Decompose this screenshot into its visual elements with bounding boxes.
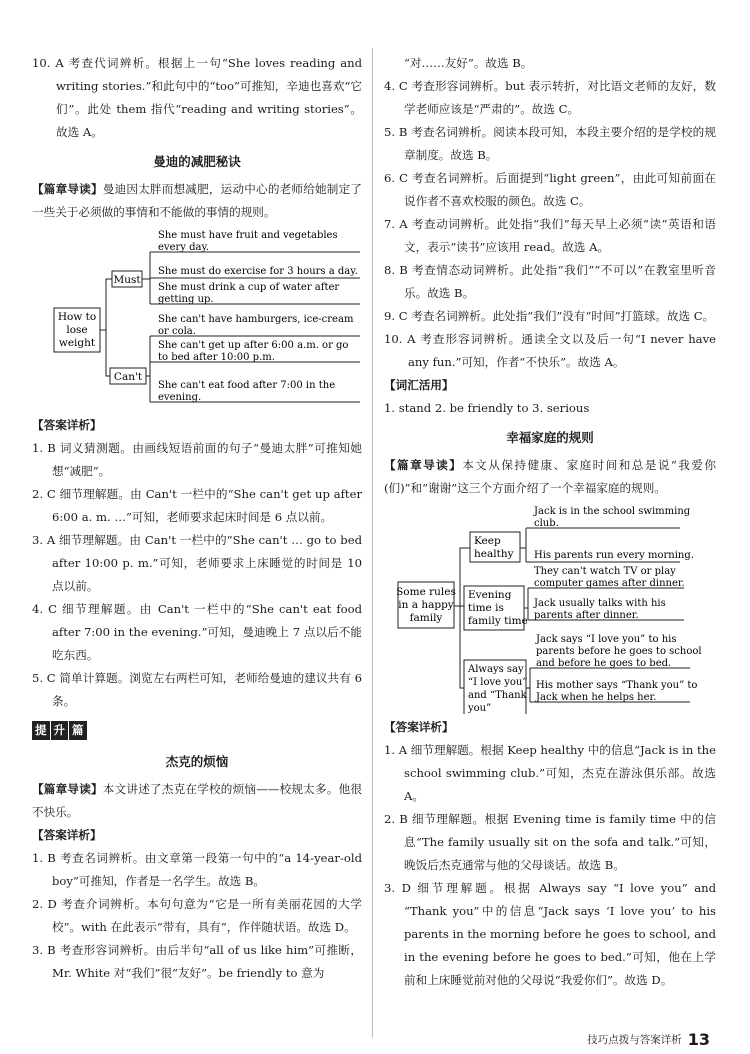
jack-answer-5: 5. B 考查名词辨析。阅读本段可知，本段主要介绍的是学校的规章制度。故选 B。 [384, 125, 716, 162]
jack-answer-7: 7. A 考查动词辨析。此处指“我们”每天早上必须“读”英语和语文，表示“读书”应该用 read。故选 A。 [384, 217, 716, 254]
always-item-2b: Jack when he helps her. [536, 692, 657, 703]
evening-item-2b: parents after dinner. [534, 610, 639, 621]
section-tag-char-3: 篇 [69, 721, 87, 740]
cant-item-3b: evening. [158, 392, 202, 403]
evening-item-2a: Jack usually talks with his [534, 598, 666, 609]
section-tag-char-2: 升 [51, 721, 69, 740]
cant-item-1a: She can't have hamburgers, ice-cream [158, 314, 354, 325]
cant-item-3a: She can't eat food after 7:00 in the [158, 380, 336, 391]
branch-always-3: and “Thank [468, 690, 527, 701]
article-guide-mandy [32, 178, 362, 224]
jack-answer-10: 10. A 考查形容词辨析。通读全文以及后一句“I never have any fun.”可知，作者“不快乐”。故选 A。 [384, 332, 716, 369]
mandy-answer-4: 4. C 细节理解题。由 Can't 一栏中的“She can't eat food after 7:00 in the evening.”可知，曼迪晚上 7 点以后不能吃东西。 [32, 602, 362, 662]
family-answer-1: 1. A 细节理解题。根据 Keep healthy 中的信息“Jack is in the school swimming club.”可知，杰克在游泳俱乐部。故选 A。 [384, 743, 716, 803]
guide-label: 【篇章导读】 [32, 782, 103, 796]
evening-item-1b: computer games after dinner. [534, 578, 685, 589]
cant-item-1b: or cola. [158, 326, 196, 337]
answers-head-jack: 【答案详析】 [32, 828, 102, 842]
article-title-family: 幸福家庭的规则 [506, 430, 594, 445]
right-column [384, 52, 716, 992]
guide-text: 本文从保持健康、家庭时间和总是说“我爱你(们)”和“谢谢”这三个方面介绍了一个幸福家庭的规则。 [384, 458, 716, 495]
always-item-1c: and before he goes to bed. [536, 658, 672, 669]
must-item-1a: She must have fruit and vegetables [158, 230, 338, 241]
branch-keep-healthy-1: Keep [474, 535, 501, 547]
root-line-1: How to [57, 311, 97, 323]
vocab-head: 【词汇活用】 [384, 378, 454, 392]
healthy-item-2: His parents run every morning. [534, 550, 694, 561]
root-line-2: lose [66, 324, 88, 336]
family-answer-3: 3. D 细节理解题。根据 Always say “I love you” and “Thank you”中的信息“Jack says ‘I love you’ to his parents in the morning before he goes to school, and in the evening before he goes to bed.”可知，他在上学前和上床睡觉前对他的父母说“我爱你们”。故选 D。 [384, 881, 716, 987]
mandy-answer-1: 1. B 词义猜测题。由画线短语前面的句子“曼迪太胖”可推知她想“减肥”。 [32, 441, 362, 478]
vocab-answers: 1. stand 2. be friendly to 3. serious [384, 401, 590, 415]
must-item-3b: getting up. [158, 294, 214, 305]
jack-answer-6: 6. C 考查名词辨析。后面提到“light green”，由此可知前面在说作者不喜欢校服的颜色。故选 C。 [384, 171, 716, 208]
answers-head-mandy: 【答案详析】 [32, 418, 102, 432]
root-line-3: weight [58, 337, 96, 349]
mandy-answer-3: 3. A 细节理解题。由 Can't 一栏中的“She can't … go to bed after 10:00 p. m.”可知，老师要求上床睡觉的时间是 10 点以前。 [32, 533, 362, 593]
page-number: 13 [687, 1030, 710, 1049]
section-tag [32, 719, 88, 740]
jack-answer-3-continued: “对……友好”。故选 B。 [404, 56, 533, 70]
must-item-3a: She must drink a cup of water after [158, 282, 340, 293]
jack-answer-8: 8. B 考查情态动词辨析。此处指“我们”“不可以”在教室里听音乐。故选 B。 [384, 263, 716, 300]
mandy-answer-2: 2. C 细节理解题。由 Can't 一栏中的“She can't get up after 6:00 a. m. …”可知，老师要求起床时间是 6 点以前。 [32, 487, 362, 524]
must-item-2: She must do exercise for 3 hours a day. [158, 266, 358, 277]
cant-item-2a: She can't get up after 6:00 a.m. or go [158, 340, 349, 351]
branch-evening-1: Evening [468, 589, 512, 601]
always-item-2a: His mother says “Thank you” to [536, 680, 698, 691]
article-title-jack: 杰克的烦恼 [165, 754, 229, 769]
happy-family-mindmap [384, 502, 716, 714]
article-title-mandy: 曼迪的减肥秘诀 [153, 154, 241, 169]
cant-item-2b: to bed after 10:00 p.m. [158, 352, 275, 363]
family-root-1: Some rules [396, 586, 456, 598]
jack-answer-9: 9. C 考查名词辨析。此处指“我们”没有“时间”打篮球。故选 C。 [384, 309, 715, 323]
always-item-1b: parents before he goes to school [536, 646, 702, 657]
article-guide-family [384, 454, 716, 500]
must-item-1b: every day. [158, 242, 209, 253]
answer-10: 10. A 考查代词辨析。根据上一句“She loves reading and writing stories.”和此句中的“too”可推知，辛迪也喜欢“它们”。此处 them 指代“reading and writing stories”。故选 A。 [32, 56, 362, 139]
healthy-item-1a: Jack is in the school swimming [534, 506, 691, 517]
jack-answer-2: 2. D 考查介词辨析。本句句意为“它是一所有美丽花园的大学校”。with 在此表示“带有，具有”，作伴随状语。故选 D。 [32, 897, 362, 934]
column-divider [372, 48, 373, 1038]
guide-label: 【篇章导读】 [32, 182, 103, 196]
branch-evening-3: family time [468, 615, 528, 627]
branch-always-2: “I love you” [468, 677, 528, 688]
guide-label: 【篇章导读】 [384, 458, 463, 472]
family-root-2: in a happy [398, 599, 454, 611]
branch-evening-2: time is [468, 602, 504, 614]
jack-answer-3: 3. B 考查形容词辨析。由后半句“all of us like him”可推断，Mr. White 对“我们”很“友好”。be friendly to 意为 [32, 943, 362, 980]
jack-answer-1: 1. B 考查名词辨析。由文章第一段第一句中的“a 14-year-old boy”可推知，作者是一名学生。故选 B。 [32, 851, 362, 888]
branch-always-4: you” [468, 703, 492, 714]
weight-loss-mindmap [32, 226, 362, 412]
branch-keep-healthy-2: healthy [474, 548, 514, 560]
evening-item-1a: They can't watch TV or play [534, 566, 676, 577]
left-column [32, 52, 362, 985]
section-tag-char-1: 提 [32, 721, 50, 740]
guide-text: 本文讲述了杰克在学校的烦恼——校规太多。他很不快乐。 [32, 782, 362, 819]
article-guide-jack [32, 778, 362, 824]
healthy-item-1b: club. [534, 518, 559, 529]
always-item-1a: Jack says “I love you” to his [536, 634, 677, 645]
branch-cant: Can't [113, 371, 143, 383]
guide-text: 曼迪因太胖而想减肥，运动中心的老师给她制定了一些关于必须做的事情和不能做的事情的规则。 [32, 182, 362, 219]
branch-always-1: Always say [468, 664, 524, 675]
footer-text: 技巧点拨与答案详析 [587, 1034, 682, 1046]
answers-head-family: 【答案详析】 [384, 720, 454, 734]
page-footer [587, 1030, 710, 1049]
mandy-answer-5: 5. C 简单计算题。浏览左右两栏可知，老师给曼迪的建议共有 6 条。 [32, 671, 362, 708]
family-answer-2: 2. B 细节理解题。根据 Evening time is family time 中的信息“The family usually sit on the sofa and talk.”可知，晚饭后杰克通常与他的父母谈话。故选 B。 [384, 812, 716, 872]
jack-answer-4: 4. C 考查形容词辨析。but 表示转折，对比语文老师的友好，数学老师应该是“严肃的”。故选 C。 [384, 79, 716, 116]
family-root-3: family [409, 612, 443, 624]
branch-must: Must [113, 274, 141, 286]
